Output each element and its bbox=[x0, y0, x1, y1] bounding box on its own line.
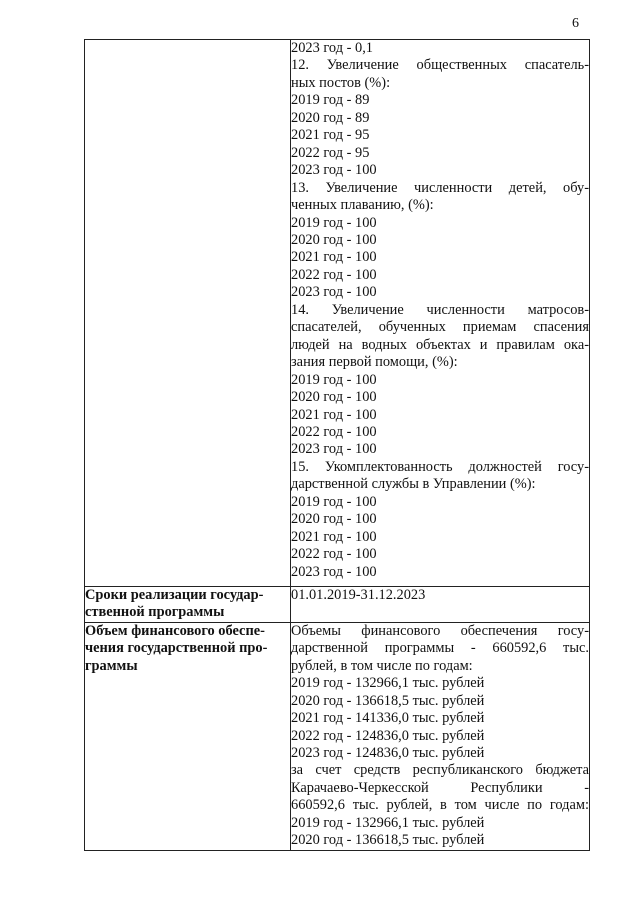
value-line: 2021 год - 100 bbox=[291, 406, 377, 423]
value-line: 2020 год - 100 bbox=[291, 511, 377, 528]
value-line: 2020 год - 100 bbox=[291, 231, 377, 248]
value-line: 2020 год - 136618,5 тыс. рублей bbox=[291, 832, 485, 849]
value-line: 2020 год - 100 bbox=[291, 389, 377, 406]
value-line: ных постов (%): bbox=[291, 74, 391, 91]
passport-table bbox=[84, 39, 590, 851]
value-line: 2022 год - 100 bbox=[291, 266, 377, 283]
value-line: 2021 год - 141336,0 тыс. рублей bbox=[291, 710, 485, 727]
row-label-cell bbox=[85, 587, 291, 623]
value-line: 01.01.2019-31.12.2023 bbox=[291, 587, 426, 603]
value-line: 2023 год - 0,1 bbox=[291, 40, 374, 56]
value-line: ченных плаванию, (%): bbox=[291, 197, 434, 214]
row-label-line: чения государственной про- bbox=[85, 640, 268, 657]
value-line: 2019 год - 89 bbox=[291, 92, 370, 109]
table-body bbox=[85, 40, 590, 851]
value-line: дарственной программы - 660592,6 тыс. bbox=[291, 640, 589, 657]
table-row bbox=[85, 587, 590, 623]
value-line: людей на водных объектах и правилам ока- bbox=[291, 336, 589, 353]
row-label-line: Сроки реализации государ- bbox=[85, 587, 264, 603]
value-line: 13. Увеличение численности детей, обу- bbox=[291, 179, 589, 196]
value-line: 2019 год - 132966,1 тыс. рублей bbox=[291, 814, 485, 831]
value-line: 14. Увеличение численности матросов- bbox=[291, 301, 589, 318]
value-line: 2022 год - 95 bbox=[291, 144, 370, 161]
value-line: 2021 год - 95 bbox=[291, 127, 370, 144]
row-value-cell bbox=[291, 587, 590, 623]
value-line: дарственной службы в Управлении (%): bbox=[291, 476, 536, 493]
row-label-cell bbox=[85, 622, 291, 850]
value-line: 2023 год - 100 bbox=[291, 563, 377, 580]
row-label-cell bbox=[85, 40, 291, 587]
value-line: 2023 год - 100 bbox=[291, 284, 377, 301]
value-line: 2020 год - 89 bbox=[291, 109, 370, 126]
value-line: 15. Укомплектованность должностей госу- bbox=[291, 458, 589, 475]
value-line: 2021 год - 100 bbox=[291, 249, 377, 266]
value-line: 2019 год - 100 bbox=[291, 493, 377, 510]
value-line: 2023 год - 124836,0 тыс. рублей bbox=[291, 744, 485, 761]
value-line: 2019 год - 132966,1 тыс. рублей bbox=[291, 675, 485, 692]
value-line: 2020 год - 136618,5 тыс. рублей bbox=[291, 692, 485, 709]
table-row bbox=[85, 40, 590, 587]
value-line: Объемы финансового обеспечения госу- bbox=[291, 622, 589, 639]
row-value-cell bbox=[291, 40, 590, 587]
table-row bbox=[85, 622, 590, 850]
value-line: спасателей, обученных приемам спасения bbox=[291, 319, 589, 336]
value-line: 2023 год - 100 bbox=[291, 441, 377, 458]
value-line: рублей, в том числе по годам: bbox=[291, 657, 473, 674]
value-line: 2019 год - 100 bbox=[291, 214, 377, 231]
value-line: за счет средств республиканского бюджета bbox=[291, 762, 589, 779]
value-line: 2022 год - 100 bbox=[291, 546, 377, 563]
value-line: 2019 год - 100 bbox=[291, 371, 377, 388]
value-line: Карачаево-Черкесской Республики - bbox=[291, 779, 589, 796]
row-label-line: Объем финансового обеспе- bbox=[85, 622, 265, 639]
row-label-line: ственной программы bbox=[85, 604, 225, 621]
value-line: зания первой помощи, (%): bbox=[291, 354, 458, 371]
value-line: 2023 год - 100 bbox=[291, 162, 377, 179]
row-label-line: граммы bbox=[85, 657, 138, 674]
value-line: 2021 год - 100 bbox=[291, 528, 377, 545]
value-line: 2022 год - 124836,0 тыс. рублей bbox=[291, 727, 485, 744]
value-line: 12. Увеличение общественных спасатель- bbox=[291, 57, 589, 74]
value-line: 2022 год - 100 bbox=[291, 423, 377, 440]
value-line: 660592,6 тыс. рублей, в том числе по годам: bbox=[291, 797, 589, 814]
page-number: 6 bbox=[572, 16, 579, 31]
row-value-cell bbox=[291, 622, 590, 850]
